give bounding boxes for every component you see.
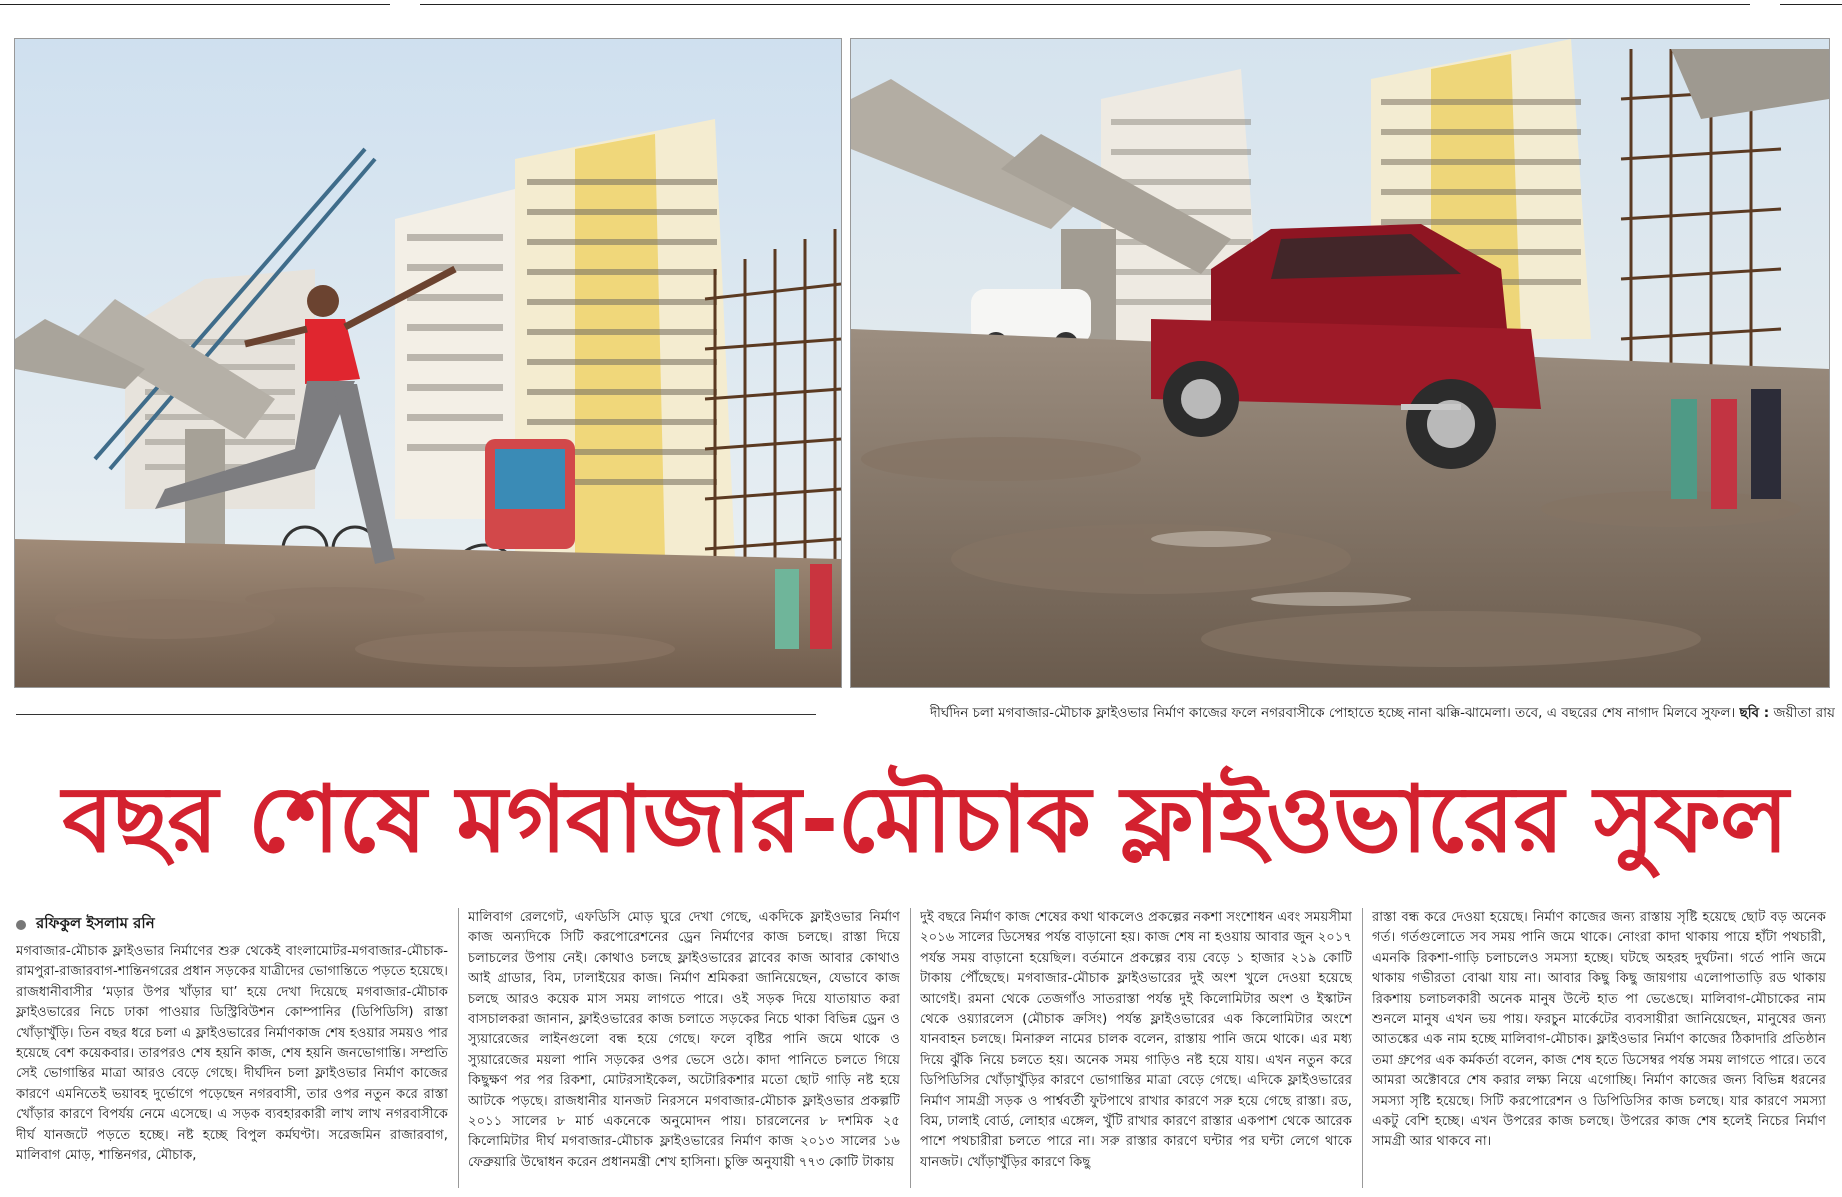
top-border-left xyxy=(0,0,390,5)
article-column-1 xyxy=(16,942,448,1166)
column-divider-3 xyxy=(1362,908,1363,1188)
article-column-2 xyxy=(468,908,900,1173)
column-4-text: রাস্তা বন্ধ করে দেওয়া হয়েছে। নির্মাণ কাজের জন্য রাস্তায় সৃষ্টি হয়েছে ছোট বড় অনেক গর্ত। গর্তগুলোতে সব সময় পানি জমে থাকে। নোংরা কাদা থাকায় পায়ে হাঁটা পথচারী, এমনকি রিকশা-গাড়ি চলাচলেও সমস্যা হচ্ছে। ঘটছে অহরহ দুর্ঘটনা। গর্তে পানি জমে থাকায় গভীরতা বোঝা যায় না। আবার কিছু কিছু জায়গায় এলোপাতাড়ি রড থাকায় রিকশায় চলাচলকারী অনেক মানুষ উল্টে হাত পা ভেঙেছে। মালিবাগ-মৌচাকের নাম শুনলে মানুষ এখন ভয় পায়। ফরচুন মার্কেটের ব্যবসায়ীরা জানিয়েছেন, মানুষের জন্য আতঙ্কের এক নাম হচ্ছে মালিবাগ-মৌচাক। ফ্লাইওভার নির্মাণ কাজের ঠিকাদারি প্রতিষ্ঠান তমা গ্রুপের এক কর্মকর্তা বলেন, কাজ শেষ হতে ডিসেম্বর পর্যন্ত সময় লাগতে পারে। তবে আমরা অক্টোবরে শেষ করার লক্ষ্য নিয়ে এগোচ্ছি। নির্মাণ কাজের জন্য বিভিন্ন ধরনের সমস্যা সৃষ্টি হয়েছে। সিটি করপোরেশন ও ডিপিডিসির কাজ চলছে। যার কারণে সমস্যা একটু বেশি হচ্ছে। এখন উপরের কাজ চলছে। উপরের কাজ শেষ হলেই নিচের নির্মাণ সামগ্রী আর থাকবে না। xyxy=(1372,910,1826,1150)
column-divider-2 xyxy=(910,908,911,1188)
byline-author: রফিকুল ইসলাম রনি xyxy=(36,914,155,932)
article-column-3 xyxy=(920,908,1352,1173)
photo-left xyxy=(14,38,842,688)
headline: বছর শেষে মগবাজার-মৌচাক ফ্লাইওভারের সুফল xyxy=(62,766,1788,873)
column-1-text: মগবাজার-মৌচাক ফ্লাইওভার নির্মাণের শুরু থেকেই বাংলামোটর-মগবাজার-মৌচাক-রামপুরা-রাজারবাগ-শান্তিনগরের প্রধান সড়কের যাত্রীদের ভোগান্তিতে পড়তে হয়েছে। রাজধানীবাসীর ‘মড়ার উপর খাঁড়ার ঘা’ হয়ে দেখা দিয়েছে মগবাজার-মৌচাক ফ্লাইওভারের নিচে ঢাকা পাওয়ার ডিস্ট্রিবিউশন কোম্পানির (ডিপিডিসি) রাস্তা খোঁড়াখুঁড়ি। তিন বছর ধরে চলা এ ফ্লাইওভারের নির্মাণকাজ শেষ হওয়ার সময়ও পার হয়েছে বেশ কয়েকবার। তারপরও শেষ হয়নি কাজ, শেষ হয়নি জনভোগান্তি। সম্প্রতি সেই ভোগান্তির মাত্রা আরও বেড়ে গেছে। দীর্ঘদিন চলা ফ্লাইওভার নির্মাণ কাজের কারণে এমনিতেই ভয়াবহ দুর্ভোগে পড়েছেন নগরবাসী, তার ওপর নতুন করে রাস্তা খোঁড়ার কারণে বিপর্যয় নেমে এসেছে। এ সড়ক ব্যবহারকারী লাখ লাখ নগরবাসীকে দীর্ঘ যানজটে পড়তে হচ্ছে। নষ্ট হচ্ছে বিপুল কর্মঘণ্টা। সরেজমিন রাজারবাগ, মালিবাগ মোড়, শান্তিনগর, মৌচাক, xyxy=(16,944,448,1164)
photo-right xyxy=(850,38,1830,688)
article-column-4 xyxy=(1372,908,1826,1153)
caption-rule xyxy=(16,714,816,715)
photo-caption xyxy=(820,704,1835,722)
column-2-text: মালিবাগ রেলগেট, এফডিসি মোড় ঘুরে দেখা গেছে, একদিকে ফ্লাইওভার নির্মাণ কাজ অন্যদিকে সিটি করপোরেশনের ড্রেন নির্মাণের কাজ চলছে। রাস্তা দিয়ে চলাচলের উপায় নেই। কোথাও চলছে ফ্লাইওভারের স্লাবের কাজ আবার কোথাও আই গ্রাডার, বিম, ঢালাইয়ের কাজ। নির্মাণ শ্রমিকরা জানিয়েছেন, যেভাবে কাজ চলছে আরও কয়েক মাস সময় লাগতে পারে। ওই সড়ক দিয়ে যাতায়াত করা বাসচালকরা জানান, ফ্লাইওভারের কাজ চলাতে সড়কের নিচে থাকা বিভিন্ন ড্রেন ও স্যুয়ারেজের লাইনগুলো বন্ধ হয়ে গেছে। ফলে বৃষ্টির পানি জমে থাকে ও স্যুয়ারেজের ময়লা পানি সড়কের ওপর ভেসে ওঠে। কাদা পানিতে চলতে গিয়ে কিছুক্ষণ পর পর রিকশা, মোটরসাইকেল, অটোরিকশার মতো ছোট গাড়ি নষ্ট হয়ে আটকে পড়ছে। রাজধানীর যানজট নিরসনে মগবাজার-মৌচাক ফ্লাইওভার প্রকল্পটি ২০১১ সালের ৮ মার্চ একনেকে অনুমোদন পায়। চারলেনের ৮ দশমিক ২৫ কিলোমিটার দীর্ঘ মগবাজার-মৌচাক ফ্লাইওভারের নির্মাণ কাজ ২০১৩ সালের ১৬ ফেব্রুয়ারি উদ্বোধন করেন প্রধানমন্ত্রী শেখ হাসিনা। চুক্তি অনুযায়ী ৭৭৩ কোটি টাকায় xyxy=(468,910,900,1170)
top-border-middle xyxy=(420,0,1750,5)
caption-text: দীর্ঘদিন চলা মগবাজার-মৌচাক ফ্লাইওভার নির্মাণ কাজের ফলে নগরবাসীকে পোহাতে হচ্ছে নানা ঝক্কি-ঝামেলা। তবে, এ বছরের শেষ নাগাদ মিলবে সুফল। xyxy=(929,705,1736,721)
byline-bullet-icon xyxy=(16,920,26,930)
byline xyxy=(16,912,155,937)
photo-left-illustration xyxy=(15,39,841,687)
column-3-text: দুই বছরে নির্মাণ কাজ শেষের কথা থাকলেও প্রকল্পের নকশা সংশোধন এবং সময়সীমা ২০১৬ সালের ডিসেম্বর পর্যন্ত বাড়ানো হয়। কাজ শেষ না হওয়ায় আবার জুন ২০১৭ পর্যন্ত সময় বাড়ানো হয়েছিল। বর্তমানে প্রকল্পের ব্যয় বেড়ে ১ হাজার ২১৯ কোটি টাকায় পৌঁছেছে। মগবাজার-মৌচাক ফ্লাইওভারের দুই অংশ খুলে দেওয়া হয়েছে আগেই। রমনা থেকে তেজগাঁও সাতরাস্তা পর্যন্ত দুই কিলোমিটার অংশ ও ইস্কাটন থেকে ওয়্যারলেস (মৌচাক ক্রসিং) পর্যন্ত ফ্লাইওভারের এক কিলোমিটার অংশে যানবাহন চলছে। মিনারুল নামের চালক বলেন, রাস্তায় পানি জমে থাকে। এর মধ্য দিয়ে ঝুঁকি নিয়ে চলতে হয়। অনেক সময় গাড়িও নষ্ট হয়ে যায়। এখন নতুন করে ডিপিডিসির খোঁড়াখুঁড়ির কারণে ভোগান্তির মাত্রা বেড়ে গেছে। এদিকে ফ্লাইওভারের নির্মাণ সামগ্রী সড়ক ও পার্শ্ববর্তী ফুটপাথে রাখার কারণে সরু হয়ে গেছে রাস্তা। রড, বিম, ঢালাই বোর্ড, লোহার এঙ্গেল, খুঁটি রাখার কারণে রাস্তার একপাশ থেকে আরেক পাশে পথচারীরা চলতে পারে না। সরু রাস্তার কারণে ঘন্টার পর ঘন্টা লেগে থাকে যানজট। খোঁড়াখুঁড়ির কারণে কিছু xyxy=(920,910,1352,1170)
caption-credit-label: ছবি : xyxy=(1739,705,1770,721)
top-border-right xyxy=(1780,0,1842,5)
caption-credit-name: জয়ীতা রায় xyxy=(1773,705,1835,721)
page-top-border xyxy=(0,0,1842,8)
photo-right-illustration xyxy=(851,39,1829,687)
column-divider-1 xyxy=(458,908,459,1188)
